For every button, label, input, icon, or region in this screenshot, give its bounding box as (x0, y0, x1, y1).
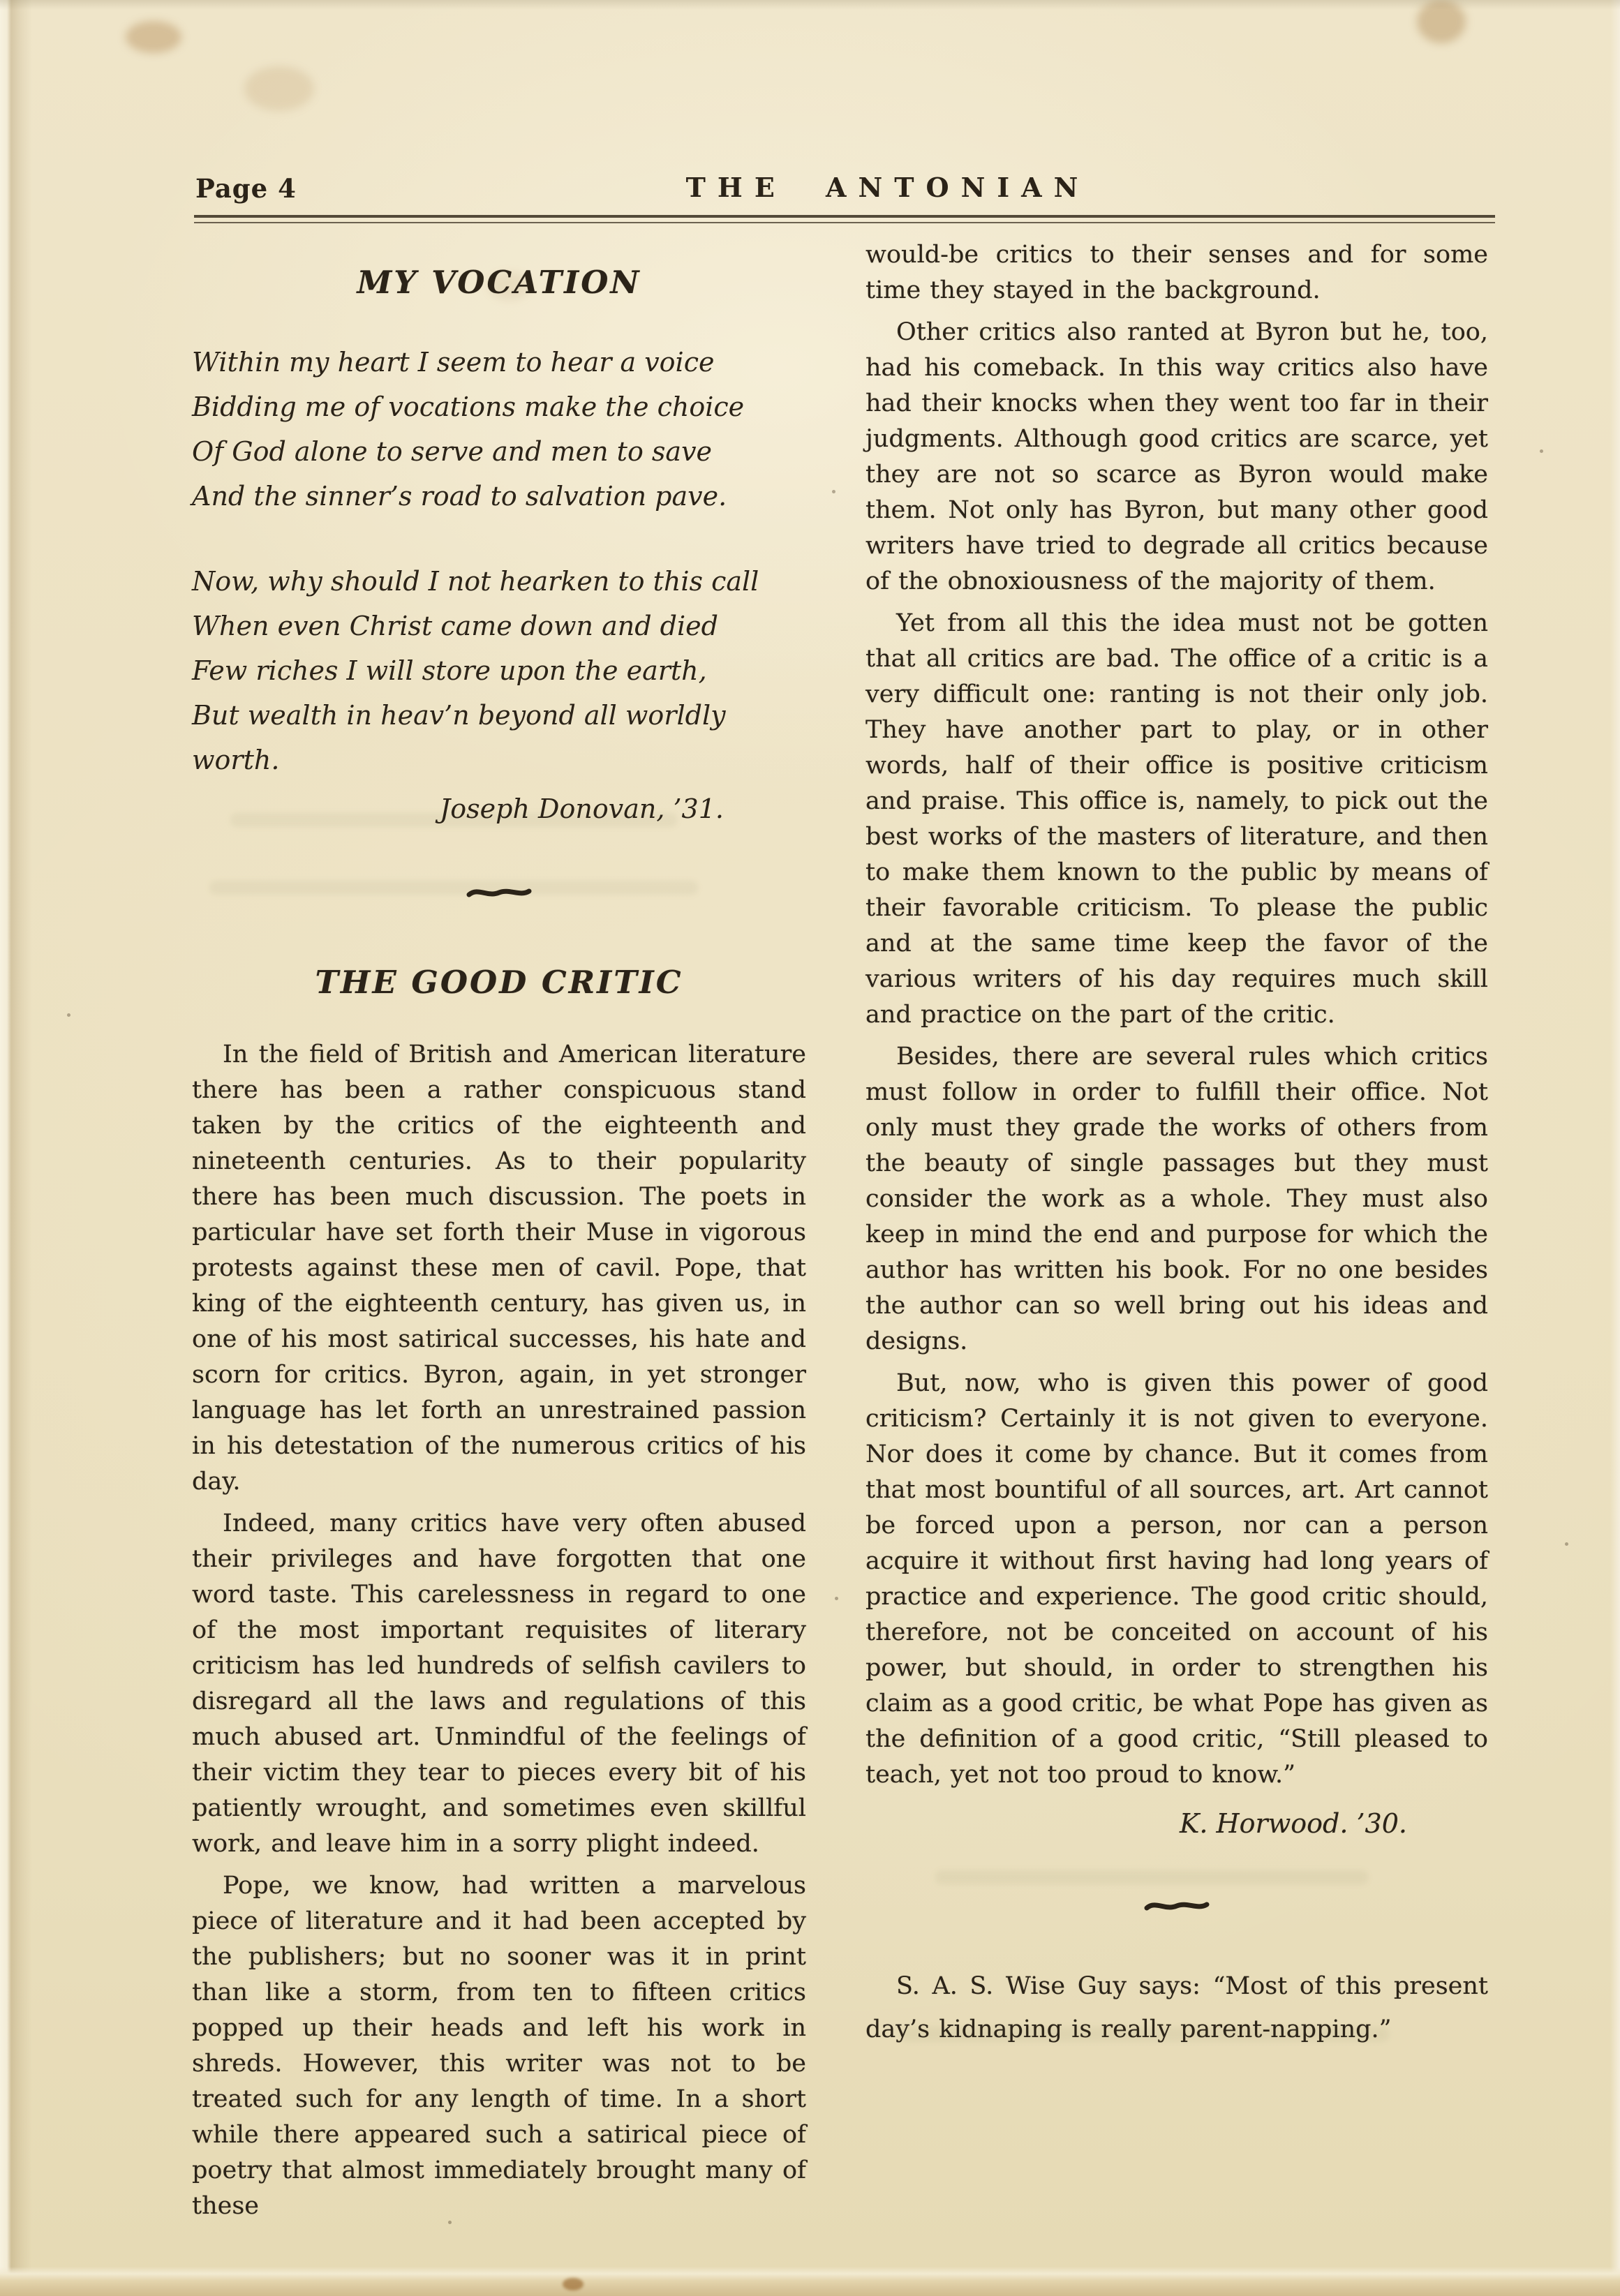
poem-line: Few riches I will store upon the earth, (192, 655, 707, 686)
poem-line: But wealth in heav’n beyond all worldly worth. (192, 700, 726, 775)
paper-speck (67, 1013, 70, 1017)
masthead-title: THE ANTONIAN (685, 172, 1090, 203)
poem-line: Now, why should I not hearken to this call (192, 566, 759, 597)
footer-quip: S. A. S. Wise Guy says: “Most of this present day’s kidnaping is really parent-napping.” (865, 1972, 1488, 2043)
essay-paragraph: would-be critics to their senses and for some time they stayed in the background. (865, 241, 1488, 304)
poem-line: And the sinner’s road to salvation pave. (192, 481, 727, 512)
poem-stanza (192, 340, 806, 519)
essay-byline: K. Horwood. ’30. (1179, 1808, 1407, 1839)
squiggle-divider-icon (466, 884, 533, 902)
paper-speck (835, 1597, 838, 1600)
essay-paragraph: In the field of British and American literature there has been a rather conspicuous stand taken by the critics of the eighteenth and nineteenth centuries. As to their popularity there has been much discussion. The poets in particular have set forth their Muse in vigorous protests against these men of cavil. Pope, that king of the eighteenth century, has given us, in one of his most satirical successes, his hate and scorn for critics. Byron, again, in yet stronger language has let forth an unrestrained passion in his detestation of the numerous critics of his day. (192, 1041, 806, 1496)
essay-paragraph: Indeed, many critics have very often abused their privileges and have forgotten that one word taste. This carelessness in regard to one of the most important requisites of literary criticism has led hundreds of selfish cavilers to disregard all the laws and regulations of this much abused art. Unmindful of the feelings of their victim they tear to pieces every bit of his patiently wrought, and sometimes even skillful work, and leave him in a sorry plight indeed. (192, 1509, 806, 1858)
paper-speck (1540, 449, 1543, 453)
essay-paragraph: Other critics also ranted at Byron but he, too, had his comeback. In this way critics also have had their knocks when they went too far in their judgments. Although good critics are scarce, yet they are not so scarce as Byron would make them. Not only has Byron, but many other good writers have tried to degrade all critics because of the obnoxiousness of the majority of them. (865, 318, 1488, 595)
footer-quip-wrap (865, 1965, 1488, 2051)
poem-line: Of God alone to serve and men to save (192, 436, 713, 467)
section-divider (865, 1898, 1488, 1918)
page-edge-left (0, 0, 32, 2296)
paper-stain (126, 21, 181, 53)
page-edge-top (0, 0, 1620, 10)
essay-paragraph: Besides, there are several rules which critics must follow in order to fulfill their office. Not only must they grade the works of others from the beauty of single passages but they must consider the work as a whole. They must also keep in mind the end and purpose for which the author has written his book. For no one besides the author can so well bring out his ideas and designs. (865, 1043, 1488, 1355)
poem-body (192, 340, 806, 782)
essay-body (192, 1037, 806, 2224)
section-divider (192, 884, 806, 905)
essay-paragraph: Yet from all this the idea must not be gotten that all critics are bad. The office of a critic is a very difficult one: ranting is not their only job. They have another part to play, or in other words, half of their office is positive criticism and praise. This office is, namely, to pick out the best works of the masters of literature, and then to make them known to the public by means of their favorable criticism. To please the public and at the same time keep the favor of the various writers of his day requires much skill and practice on the part of the critic. (865, 609, 1488, 1029)
header-double-rule (194, 215, 1495, 223)
page-number-label: Page 4 (195, 173, 297, 204)
page-edge-bottom (0, 2267, 1620, 2296)
squiggle-divider-icon (1143, 1898, 1210, 1916)
poem-line: When even Christ came down and died (192, 611, 718, 641)
page-edge-right (1610, 0, 1620, 2296)
poem-stanza (192, 559, 806, 782)
paper-stain (244, 66, 314, 111)
column-right (865, 237, 1488, 2057)
poem-line: Bidding me of vocations make the choice (192, 392, 745, 422)
paper-stain (1417, 0, 1466, 43)
paper-speck (832, 490, 835, 493)
essay-paragraph: Pope, we know, had written a marvelous piece of literature and it had been accepted by the publishers; but no sooner was it in print than like a storm, from ten to fifteen critics popped up their heads and left his work in shreds. However, this writer was not to be treated such for any length of time. In a short while there appeared such a satirical piece of poetry that almost immediately brought many of these (192, 1872, 806, 2220)
poem-line: Within my heart I seem to hear a voice (192, 347, 715, 378)
column-left (192, 237, 806, 2230)
essay-title: THE GOOD CRITIC (315, 964, 683, 1001)
paper-speck (1565, 1542, 1568, 1546)
poem-byline: Joseph Donovan, ’31. (440, 793, 724, 824)
paper-stain (563, 2278, 584, 2290)
essay-paragraph: But, now, who is given this power of good criticism? Certainly it is not given to everyone. Nor does it come by chance. But it comes from that most bountiful of all sources, art. Art cannot be forced upon a person, nor can a person acquire it without first having had long years of practice and experience. The good critic should, therefore, not be conceited on account of his power, but should, in order to strengthen his claim as a good critic, be what Pope has given as the definition of a good critic, “Still pleased to teach, yet not too proud to know.” (865, 1369, 1488, 1789)
poem-title: MY VOCATION (357, 264, 641, 301)
